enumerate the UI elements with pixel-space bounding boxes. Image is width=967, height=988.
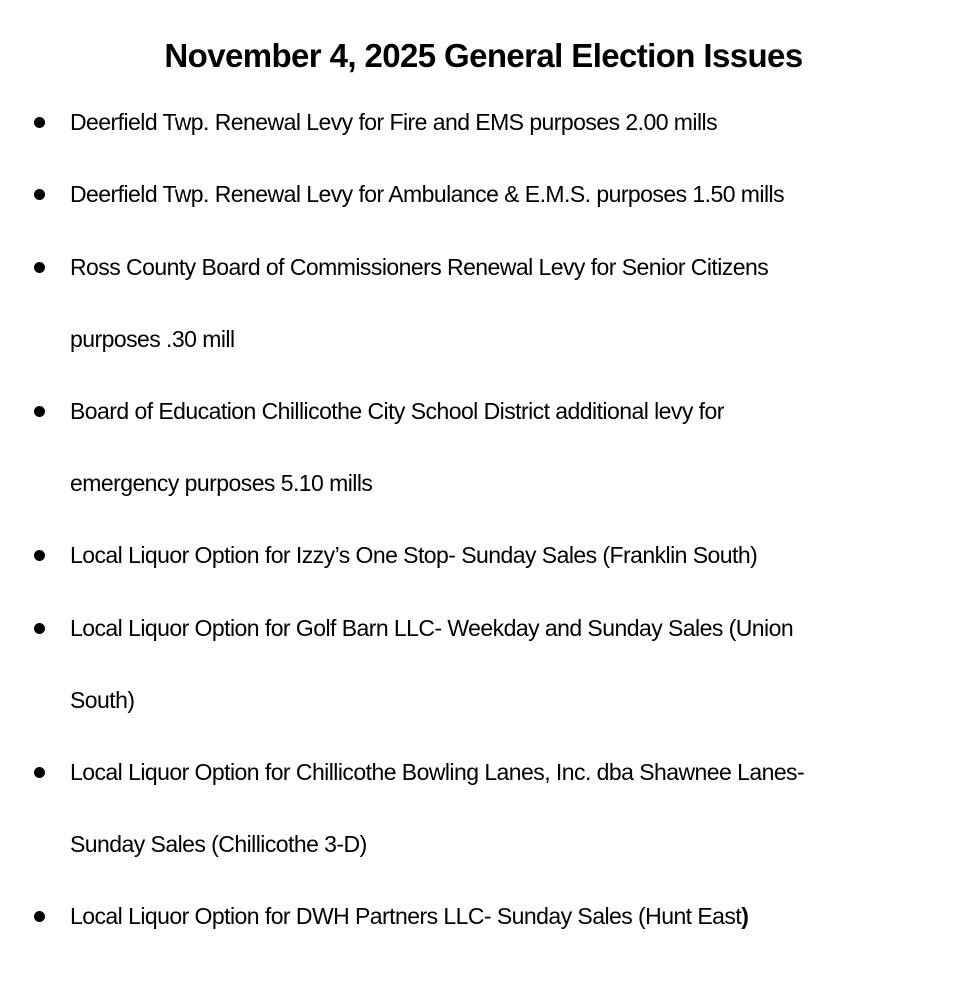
issue-text: Local Liquor Option for Chillicothe Bowling Lanes, Inc. dba Shawnee Lanes-	[70, 759, 805, 785]
issue-text: Local Liquor Option for Izzy’s One Stop- Sunday Sales (Franklin South)	[70, 542, 758, 568]
bullet-icon	[34, 623, 45, 634]
bullet-icon	[34, 189, 45, 200]
issue-text: Deerfield Twp. Renewal Levy for Fire and EMS purposes 2.00 mills	[70, 109, 718, 135]
issue-text: Local Liquor Option for Golf Barn LLC- Weekday and Sunday Sales (Union	[70, 615, 794, 641]
bullet-icon	[34, 550, 45, 561]
issue-text-main: Local Liquor Option for DWH Partners LLC- Sunday Sales (Hunt East	[70, 903, 742, 929]
issue-text-continued: emergency purposes 5.10 mills	[70, 470, 373, 496]
page-title: November 4, 2025 General Election Issues	[164, 37, 803, 74]
bullet-icon	[34, 262, 45, 273]
bullet-icon	[34, 767, 45, 778]
issue-text-continued: purposes .30 mill	[70, 326, 235, 352]
issue-text: Ross County Board of Commissioners Renewal Levy for Senior Citizens	[70, 254, 769, 280]
bullet-icon	[34, 117, 45, 128]
bullet-icon	[34, 911, 45, 922]
issue-text: Deerfield Twp. Renewal Levy for Ambulance & E.M.S. purposes 1.50 mills	[70, 181, 785, 207]
closing-paren: )	[741, 903, 749, 929]
issue-text	[70, 901, 748, 931]
issue-text-continued: Sunday Sales (Chillicothe 3-D)	[70, 831, 367, 857]
issue-text: Board of Education Chillicothe City School District additional levy for	[70, 398, 724, 424]
bullet-icon	[34, 406, 45, 417]
issue-text-continued: South)	[70, 687, 135, 713]
